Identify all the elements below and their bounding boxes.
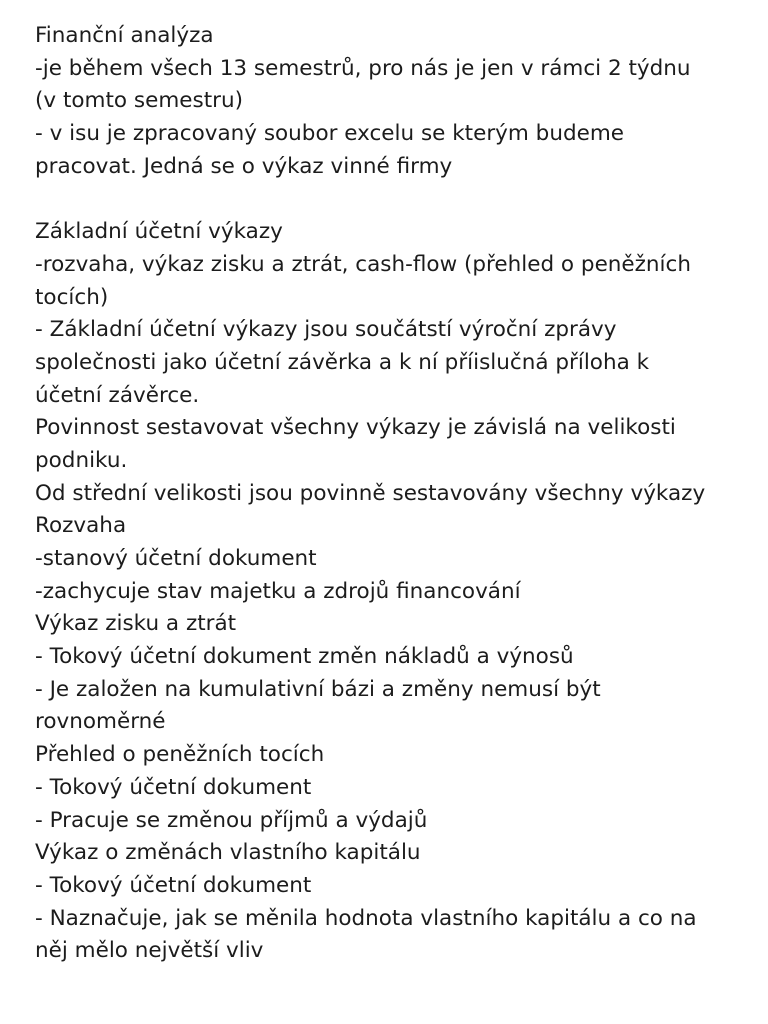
note-line: (v tomto semestru): [35, 88, 243, 114]
note-line: pracovat. Jedná se o výkaz vinné firmy: [35, 153, 453, 179]
note-line: tocích): [35, 284, 109, 310]
note-line: účetní závěrce.: [35, 382, 200, 408]
note-line: - Naznačuje, jak se měnila hodnota vlastního kapitálu a co na: [35, 905, 697, 931]
note-line: společnosti jako účetní závěrka a k ní příislučná příloha k: [35, 349, 650, 375]
note-title: Finanční analýza: [35, 23, 214, 48]
note-line: -je během všech 13 semestrů, pro nás je jen v rámci 2 týdnu: [35, 55, 691, 81]
note-line: - v isu je zpracovaný soubor excelu se kterým budeme: [35, 121, 624, 147]
note-line: Povinnost sestavovat všechny výkazy je závislá na velikosti: [35, 415, 676, 441]
section-heading: Výkaz zisku a ztrát: [35, 611, 237, 637]
note-line: - Je založen na kumulativní bázi a změny nemusí být: [35, 676, 601, 702]
note-line: - Tokový účetní dokument: [35, 774, 312, 800]
section-heading: Základní účetní výkazy: [35, 219, 283, 245]
note-line: - Tokový účetní dokument: [35, 872, 312, 898]
note-line: Od střední velikosti jsou povinně sestavovány všechny výkazy: [35, 480, 706, 506]
note-line: - Pracuje se změnou příjmů a výdajů: [35, 807, 428, 833]
note-line: -zachycuje stav majetku a zdrojů financování: [35, 578, 521, 604]
note-body: [35, 20, 755, 968]
section-heading: Výkaz o změnách vlastního kapitálu: [35, 840, 421, 866]
note-line: rovnoměrné: [35, 709, 166, 735]
blank-line: [35, 183, 755, 216]
note-line: -stanový účetní dokument: [35, 546, 317, 571]
section-heading: Přehled o peněžních tocích: [35, 742, 325, 768]
note-line: podniku.: [35, 447, 128, 473]
note-line: něj mělo největší vliv: [35, 938, 264, 964]
section-heading: Rozvaha: [35, 513, 127, 539]
note-line: - Základní účetní výkazy jsou součátstí výroční zprávy: [35, 317, 617, 343]
note-line: - Tokový účetní dokument změn nákladů a výnosů: [35, 644, 574, 670]
note-line: -rozvaha, výkaz zisku a ztrát, cash-flow (přehled o peněžních: [35, 251, 691, 277]
